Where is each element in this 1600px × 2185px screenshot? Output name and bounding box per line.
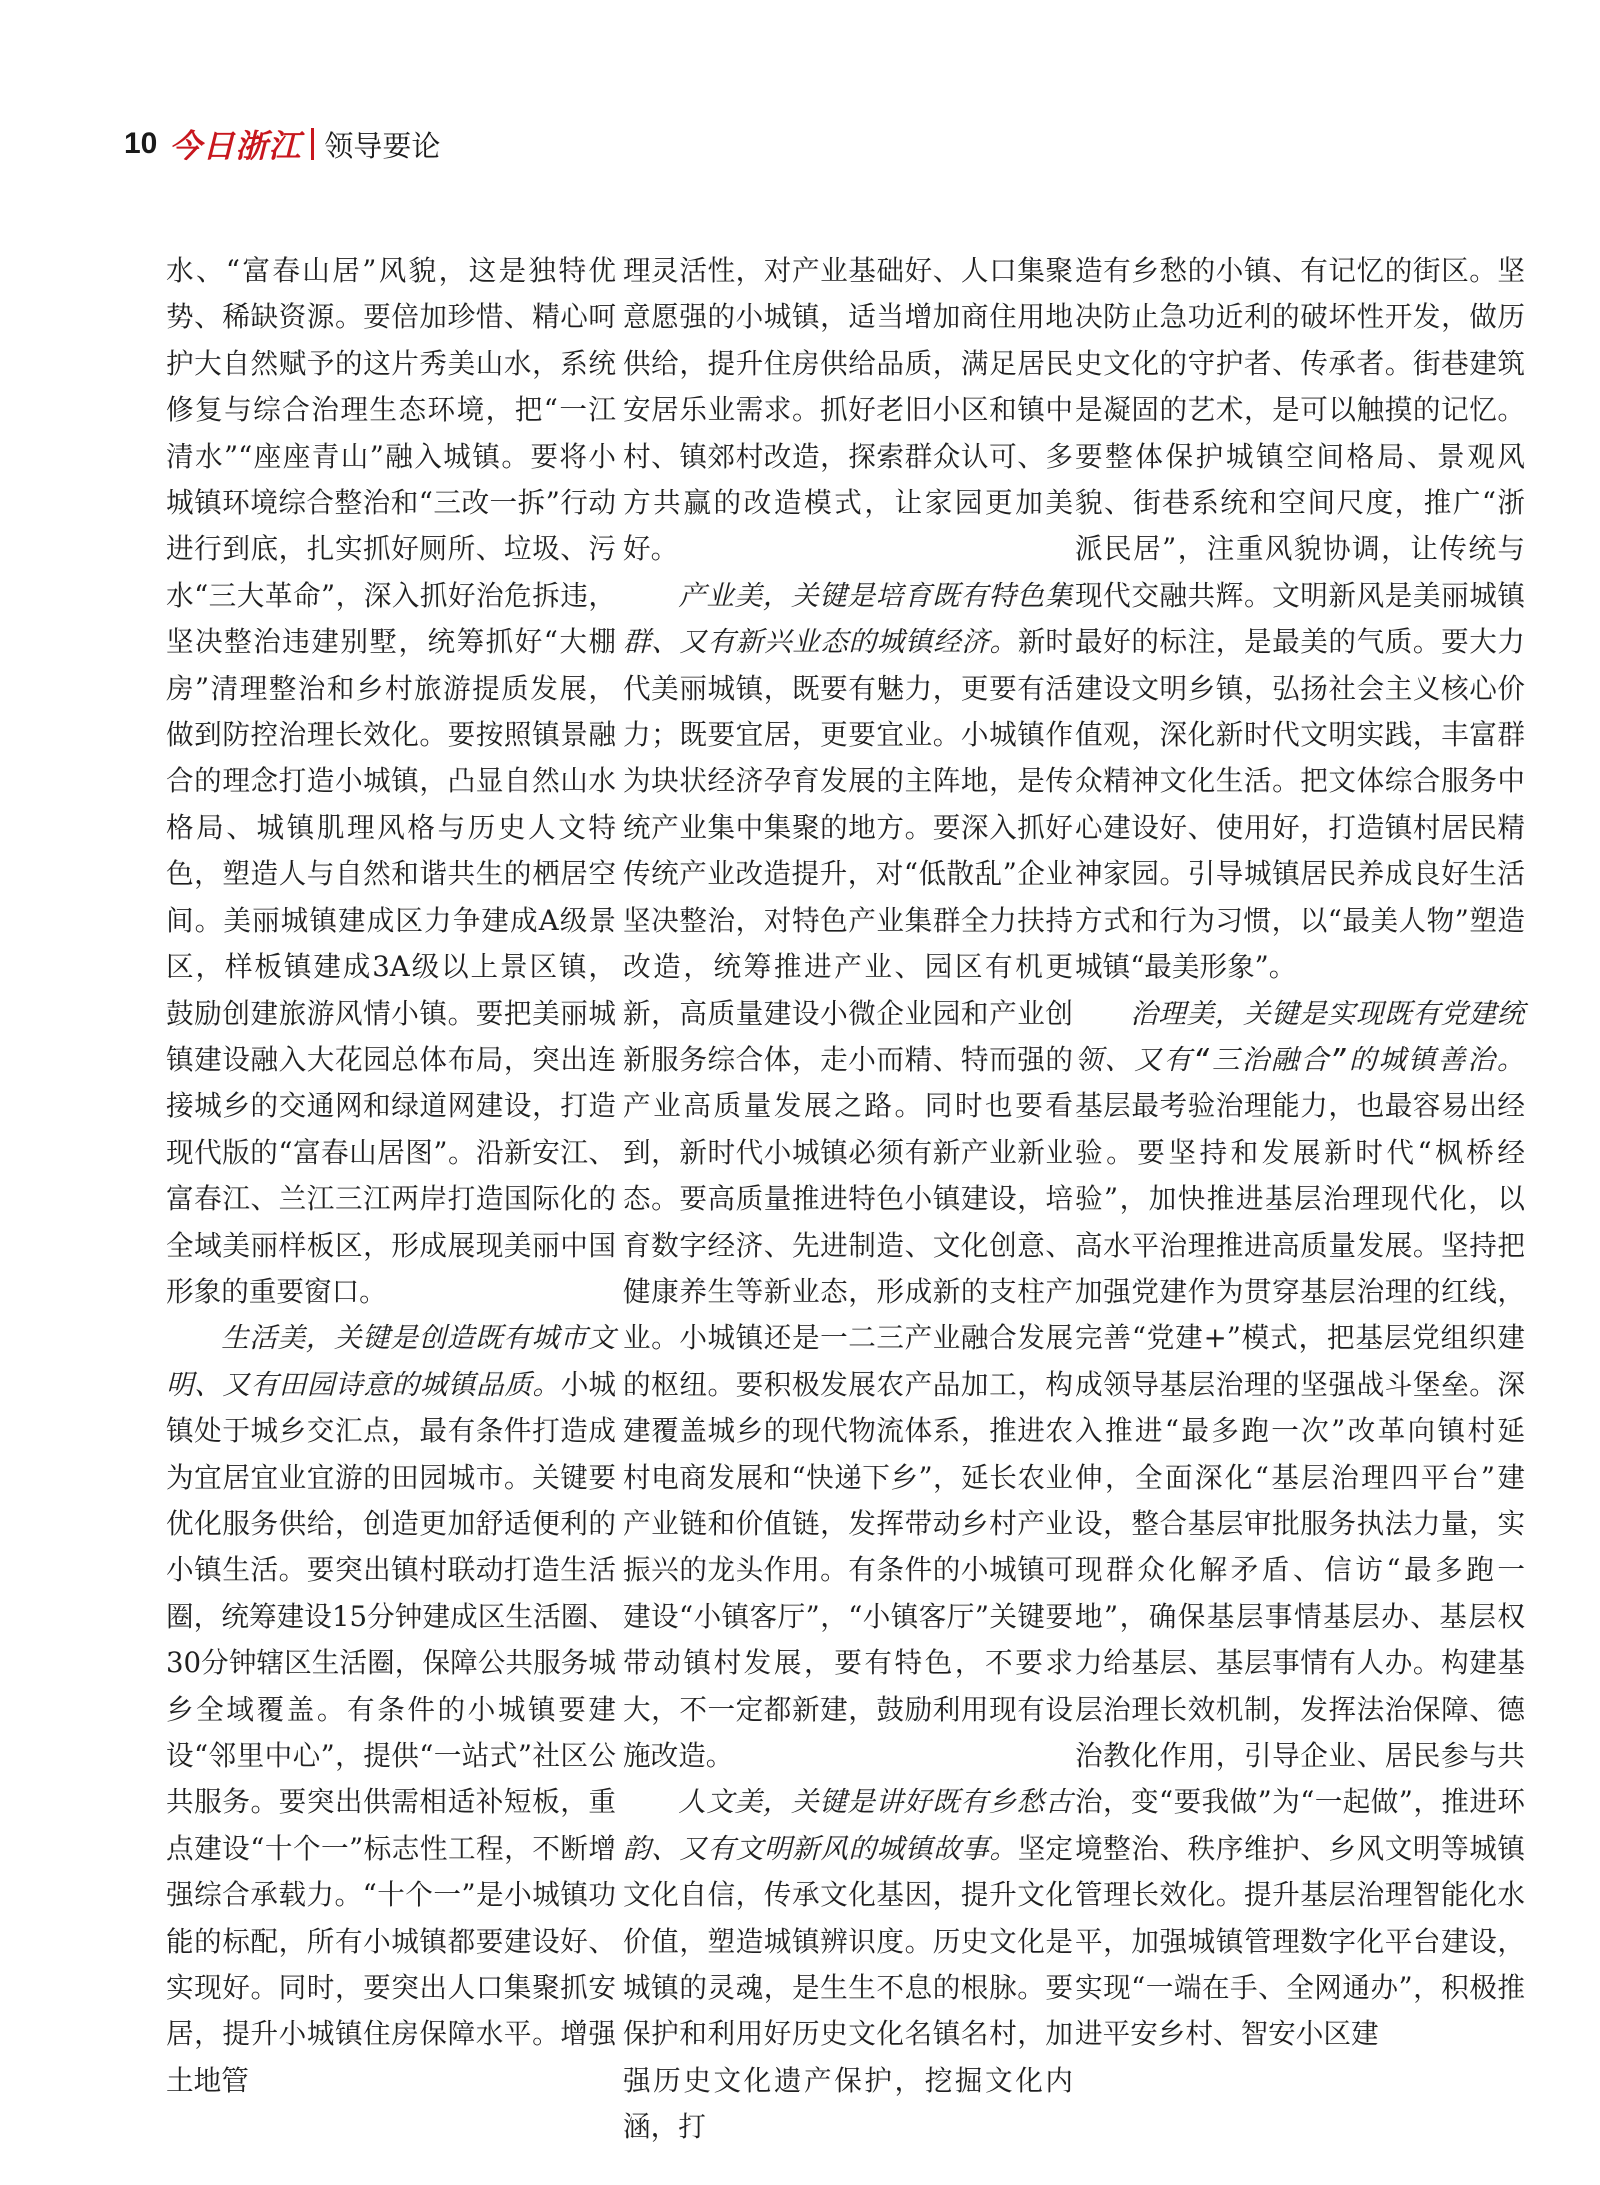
paragraph-lead: 人文美，关键是讲好既有乡愁古韵、又有文明新风的城镇故事。 [623, 1785, 1073, 1865]
paragraph-text: 水、“富春山居”风貌，这是独特优势、稀缺资源。要倍加珍惜、精心呵护大自然赋予的这片秀美山水，系统修复与综合治理生态环境，把“一江清水”“座座青山”融入城镇。要将小城镇环境综合整治和“三改一拆”行动进行到底，扎实抓好厕所、垃圾、污水“三大革命”，深入抓好治危拆违，坚决整治违建别墅，统筹抓好“大棚房”清理整治和乡村旅游提质发展，做到防控治理长效化。要按照镇景融合的理念打造小城镇，凸显自然山水格局、城镇肌理风格与历史人文特色，塑造人与自然和谐共生的栖居空间。美丽城镇建成区力争建成A级景区，样板镇建成3A级以上景区镇，鼓励创建旅游风情小镇。要把美丽城镇建设融入大花园总体布局，突出连接城乡的交通网和绿道网建设，打造现代版的“富春山居图”。沿新安江、富春江、兰江三江两岸打造国际化的全域美丽样板区，形成展现美丽中国形象的重要窗口。 [166, 254, 616, 1308]
paragraph [623, 573, 1073, 1780]
paragraph-lead: 治理美，关键是实现既有党建统领、又有“三治融合”的城镇善治。 [1075, 996, 1525, 1076]
text-column-2 [623, 248, 1073, 2151]
paragraph [623, 248, 1073, 573]
paragraph [623, 1779, 1073, 2150]
paragraph-text: 理灵活性，对产业基础好、人口集聚意愿强的小城镇，适当增加商住用地供给，提升住房供给品质，满足居民安居乐业需求。抓好老旧小区和镇中村、镇郊村改造，探索群众认可、多方共赢的改造模式，让家园更加美好。 [623, 254, 1073, 566]
page-header [124, 122, 440, 166]
paragraph-text: 造有乡愁的小镇、有记忆的街区。坚决防止急功近利的破坏性开发，做历史文化的守护者、传承者。街巷建筑是凝固的艺术，是可以触摸的记忆。要整体保护城镇空间格局、景观风貌、街巷系统和空间尺度，推广“浙派民居”，注重风貌协调，让传统与现代交融共辉。文明新风是美丽城镇最好的标注，是最美的气质。要大力建设文明乡镇，弘扬社会主义核心价值观，深化新时代文明实践，丰富群众精神文化生活。把文体综合服务中心建设好、使用好，打造镇村居民精神家园。引导城镇居民养成良好生活方式和行为习惯，以“最美人物”塑造城镇“最美形象”。 [1075, 254, 1525, 984]
text-column-1 [166, 248, 616, 2104]
section-name: 领导要论 [324, 128, 441, 163]
paragraph [166, 1315, 616, 2104]
text-column-3 [1075, 248, 1525, 2058]
paragraph-text: 坚定文化自信，传承文化基因，提升文化价值，塑造城镇辨识度。历史文化是城镇的灵魂，是生生不息的根脉。要保护和利用好历史文化名镇名村，加强历史文化遗产保护，挖掘文化内涵，打 [623, 1831, 1073, 2144]
header-divider [311, 128, 314, 160]
paragraph-lead: 生活美，关键是创造既有城市文明、又有田园诗意的城镇品质。 [166, 1321, 616, 1401]
paragraph [166, 248, 616, 1315]
paragraph [1075, 991, 1525, 2058]
paragraph-text: 小城镇处于城乡交汇点，最有条件打造成为宜居宜业宜游的田园城市。关键要优化服务供给，创造更加舒适便利的小镇生活。要突出镇村联动打造生活圈，统筹建设15分钟建成区生活圈、30分钟辖区生活圈，保障公共服务城乡全域覆盖。有条件的小城镇要建设“邻里中心”，提供“一站式”社区公共服务。要突出供需相适补短板，重点建设“十个一”标志性工程，不断增强综合承载力。“十个一”是小城镇功能的标配，所有小城镇都要建设好、实现好。同时，要突出人口集聚抓安居，提升小城镇住房保障水平。增强土地管 [166, 1367, 616, 2097]
paragraph-lead: 产业美，关键是培育既有特色集群、又有新兴业态的城镇经济。 [623, 578, 1073, 659]
paragraph [1075, 248, 1525, 991]
paragraph-text: 新时代美丽城镇，既要有魅力，更要有活力；既要宜居，更要宜业。小城镇作为块状经济孕育发展的主阵地，是传统产业集中集聚的地方。要深入抓好传统产业改造提升，对“低散乱”企业坚决整治，对特色产业集群全力扶持改造，统筹推进产业、园区有机更新，高质量建设小微企业园和产业创新服务综合体，走小而精、特而强的产业高质量发展之路。同时也要看到，新时代小城镇必须有新产业新业态。要高质量推进特色小镇建设，培育数字经济、先进制造、文化创意、健康养生等新业态，形成新的支柱产业。小城镇还是一二三产业融合发展的枢纽。要积极发展农产品加工，构建覆盖城乡的现代物流体系，推进农村电商发展和“快递下乡”，延长农业产业链和价值链，发挥带动乡村产业振兴的龙头作用。有条件的小城镇可建设“小镇客厅”，“小镇客厅”关键要带动镇村发展，要有特色，不要求大，不一定都新建，鼓励利用现有设施改造。 [623, 625, 1073, 1772]
page-number: 10 [124, 127, 158, 160]
paragraph-text: 基层最考验治理能力，也最容易出经验。要坚持和发展新时代“枫桥经验”，加快推进基层治理现代化，以高水平治理推进高质量发展。坚持把加强党建作为贯穿基层治理的红线，完善“党建+”模式，把基层党组织建成领导基层治理的坚强战斗堡垒。深入推进“最多跑一次”改革向镇村延伸，全面深化“基层治理四平台”建设，整合基层审批服务执法力量，实现群众化解矛盾、信访“最多跑一地”，确保基层事情基层办、基层权力给基层、基层事情有人办。构建基层治理长效机制，发挥法治保障、德治教化作用，引导企业、居民参与共治，变“要我做”为“一起做”，推进环境整治、秩序维护、乡风文明等城镇管理长效化。提升基层治理智能化水平，加强城镇管理数字化平台建设，实现“一端在手、全网通办”，积极推进平安乡村、智安小区建 [1075, 1089, 1525, 2051]
masthead-logo: 今日浙江 [169, 127, 302, 165]
